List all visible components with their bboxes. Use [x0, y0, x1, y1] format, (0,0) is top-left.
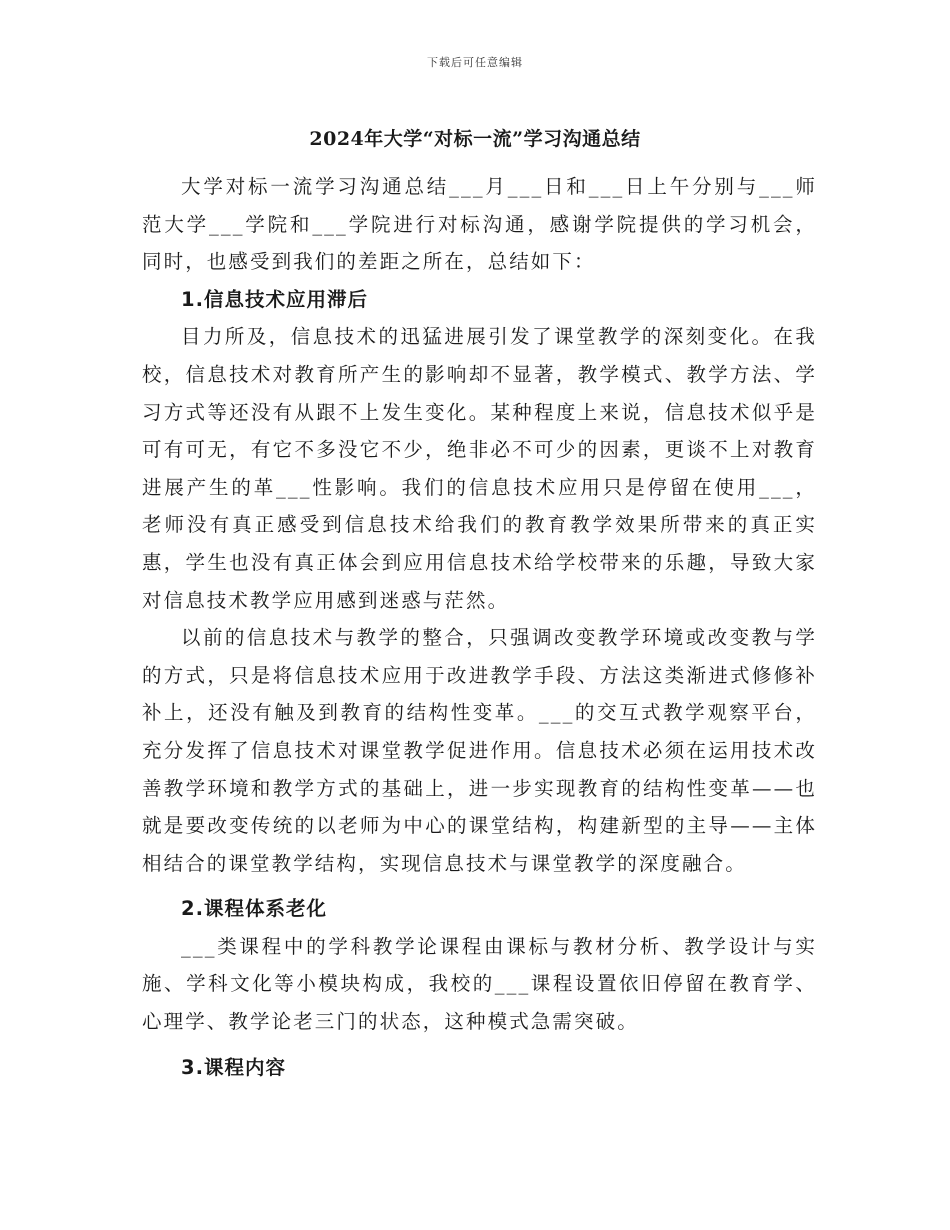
page-header-note: 下载后可任意编辑 — [427, 56, 523, 69]
section-1-paragraph-2: 以前的信息技术与教学的整合，只强调改变教学环境或改变教与学的方式，只是将信息技术应用于改进教学手段、方法这类渐进式修修补补上，还没有触及到教育的结构性变革。___的交互式教学观察平台，充分发挥了信息技术对课堂教学促进作用。信息技术必须在运用技术改善教学环境和教学方式的基础上，进一步实现教育的结构性变革——也就是要改变传统的以老师为中心的课堂结构，构建新型的主导——主体相结合的课堂教学结构，实现信息技术与课堂教学的深度融合。 — [142, 626, 817, 875]
section-heading-2: 2.课程体系老化 — [181, 897, 327, 921]
section-2-paragraph: ___类课程中的学科教学论课程由课标与教材分析、教学设计与实施、学科文化等小模块构成，我校的___课程设置依旧停留在教育学、心理学、教学论老三门的状态，这种模式急需突破。 — [142, 934, 817, 1034]
section-1-paragraph-1: 目力所及，信息技术的迅猛进展引发了课堂教学的深刻变化。在我校，信息技术对教育所产生的影响却不显著，教学模式、教学方法、学习方式等还没有从跟不上发生变化。某种程度上来说，信息技术似乎是可有可无，有它不多没它不少，绝非必不可少的因素，更谈不上对教育进展产生的革___性影响。我们的信息技术应用只是停留在使用___，老师没有真正感受到信息技术给我们的教育教学效果所带来的真正实惠，学生也没有真正体会到应用信息技术给学校带来的乐趣，导致大家对信息技术教学应用感到迷惑与茫然。 — [142, 325, 817, 612]
intro-paragraph: 大学对标一流学习沟通总结___月___日和___日上午分别与___师范大学___学院和___学院进行对标沟通，感谢学院提供的学习机会，同时，也感受到我们的差距之所在，总结如下： — [142, 175, 817, 274]
document-title: 2024年大学“对标一流”学习沟通总结 — [309, 128, 641, 150]
section-heading-1: 1.信息技术应用滞后 — [181, 287, 368, 311]
document-body — [142, 168, 817, 1086]
section-heading-3: 3.课程内容 — [181, 1055, 286, 1079]
